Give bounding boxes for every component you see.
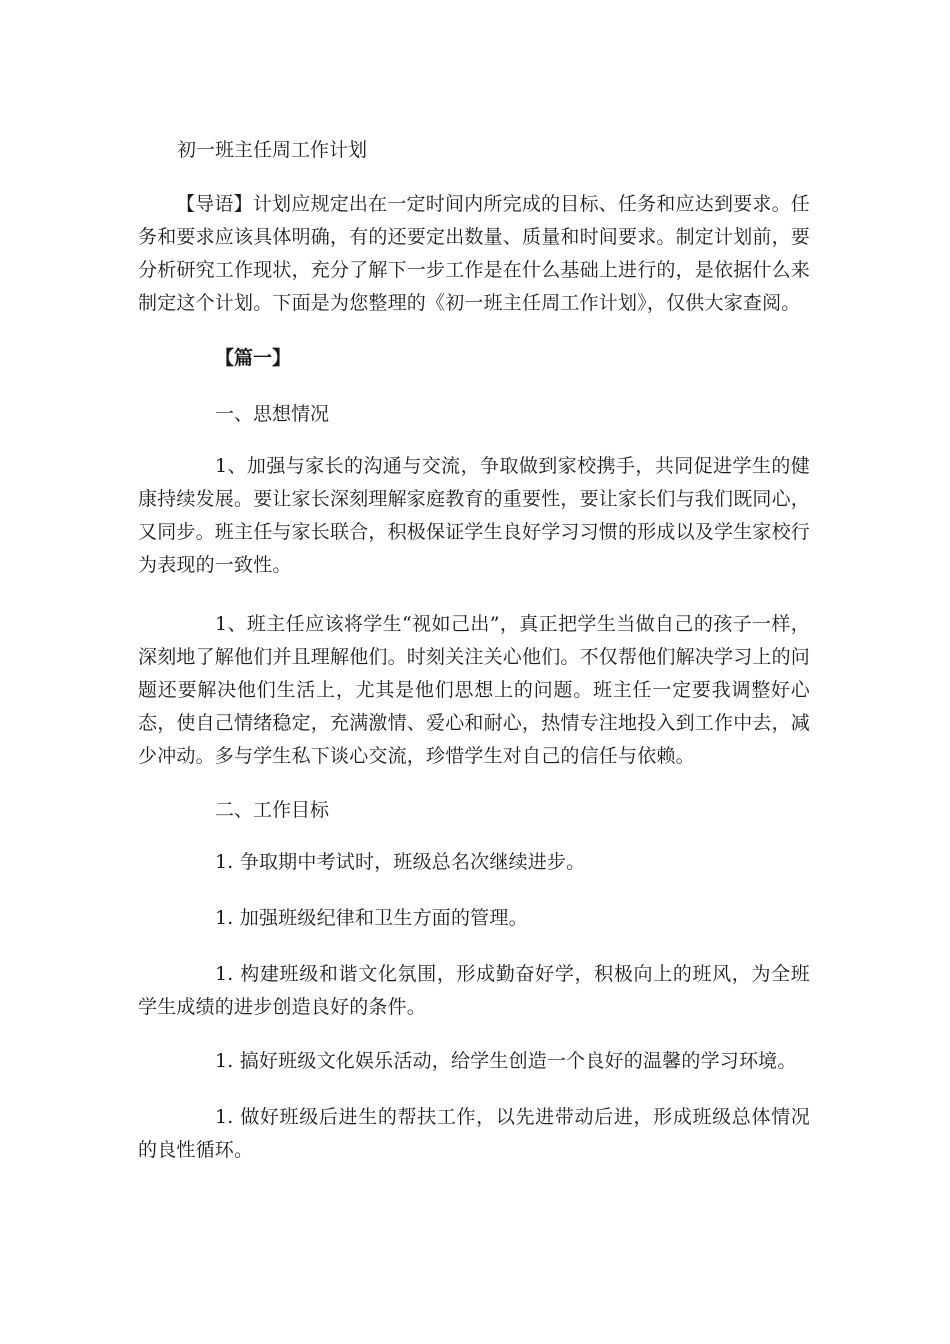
section1-item-2: 1、班主任应该将学生“视如己出”，真正把学生当做自己的孩子一样，深刻地了解他们并且理解他们。时刻关注关心他们。不仅帮他们解决学习上的问题还要解决他们生活上，尤其是他们思想上的问题。班主任一定要我调整好心态，使自己情绪稳定，充满激情、爱心和耐心，热情专注地投入到工作中去，减少冲动。多与学生私下谈心交流，珍惜学生对自己的信任与依赖。 xyxy=(138,613,811,767)
document-title: 初一班主任周工作计划 xyxy=(177,139,368,161)
section2-item-3: 1. 构建班级和谐文化氛围，形成勤奋好学，积极向上的班风，为全班学生成绩的进步创造良好的条件。 xyxy=(138,963,810,1018)
section2-item-5: 1. 做好班级后进生的帮扶工作，以先进带动后进，形成班级总体情况的良性循环。 xyxy=(138,1106,810,1161)
section2-heading: 二、工作目标 xyxy=(215,799,330,821)
section1-item-1: 1、加强与家长的沟通与交流，争取做到家校携手，共同促进学生的健康持续发展。要让家长深刻理解家庭教育的重要性，要让家长们与我们既同心，又同步。班主任与家长联合，积极保证学生良好学习习惯的形成以及学生家校行为表现的一致性。 xyxy=(138,455,811,576)
intro-paragraph: 【导语】计划应规定出在一定时间内所完成的目标、任务和应达到要求。任务和要求应该具体明确，有的还要定出数量、质量和时间要求。制定计划前，要分析研究工作现状，充分了解下一步工作是在什么基础上进行的，是依据什么来制定这个计划。下面是为您整理的《初一班主任周工作计划》，仅供大家查阅。 xyxy=(138,193,811,314)
section2-item-4: 1. 搞好班级文化娱乐活动，给学生创造一个良好的温馨的学习环境。 xyxy=(215,1050,797,1072)
part-label: 【篇一】 xyxy=(215,347,292,369)
section2-item-1: 1. 争取期中考试时，班级总名次继续进步。 xyxy=(215,851,586,873)
section2-item-2: 1. 加强班级纪律和卫生方面的管理。 xyxy=(215,907,528,929)
section1-heading: 一、思想情况 xyxy=(215,403,330,425)
